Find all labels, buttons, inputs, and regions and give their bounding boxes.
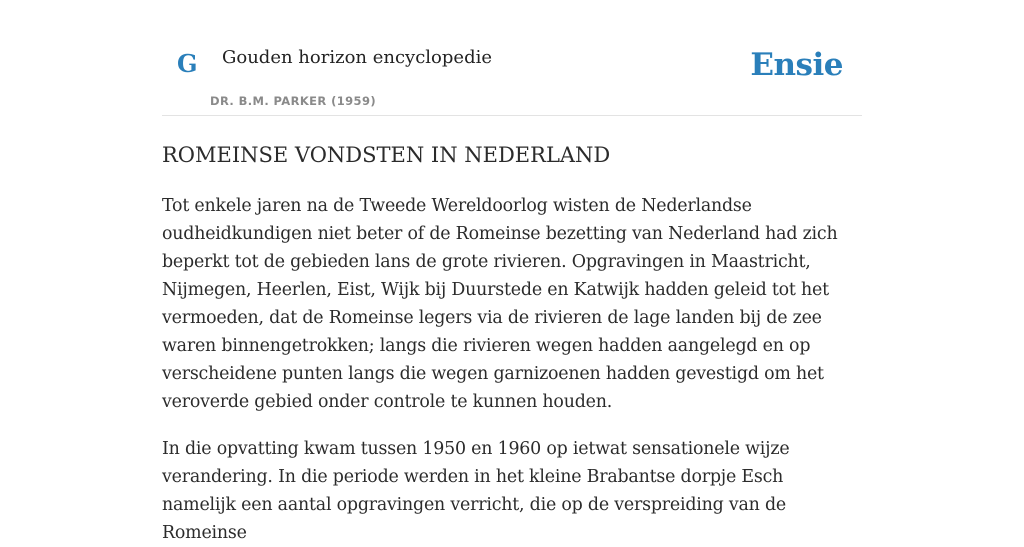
article-title: ROMEINSE VONDSTEN IN NEDERLAND <box>162 143 611 167</box>
page-header <box>162 0 862 116</box>
article-paragraph: In die opvatting kwam tussen 1950 en 1960 op ietwat sensationele wijze verandering. In die periode werden in het kleine Brabantse dorpje Esch namelijk een aantal opgravingen verricht, die op de verspreiding van de Romeinse <box>162 439 790 543</box>
article-paragraph: Tot enkele jaren na de Tweede Wereldoorlog wisten de Nederlandse oudheidkundigen niet beter of de Romeinse bezetting van Nederland had zich beperkt tot de gebieden lans de grote rivieren. Opgravingen in Maastricht, Nijmegen, Heerlen, Eist, Wijk bij Duurstede en Katwijk hadden geleid tot het vermoeden, dat de Romeinse legers via de rivieren de lage landen bij de zee waren binnengetrokken; langs die rivieren wegen hadden aangelegd en op verscheidene punten langs die wegen garnizoenen hadden gevestigd om het veroverde gebied onder controle te kunnen houden. <box>162 196 838 412</box>
article <box>162 140 862 547</box>
ensie-logo[interactable]: Ensie <box>750 47 843 83</box>
book-title-link[interactable]: Gouden horizon encyclopedie <box>222 47 492 68</box>
book-author: DR. B.M. PARKER (1959) <box>210 94 377 108</box>
book-initial-badge[interactable]: G <box>177 49 198 78</box>
